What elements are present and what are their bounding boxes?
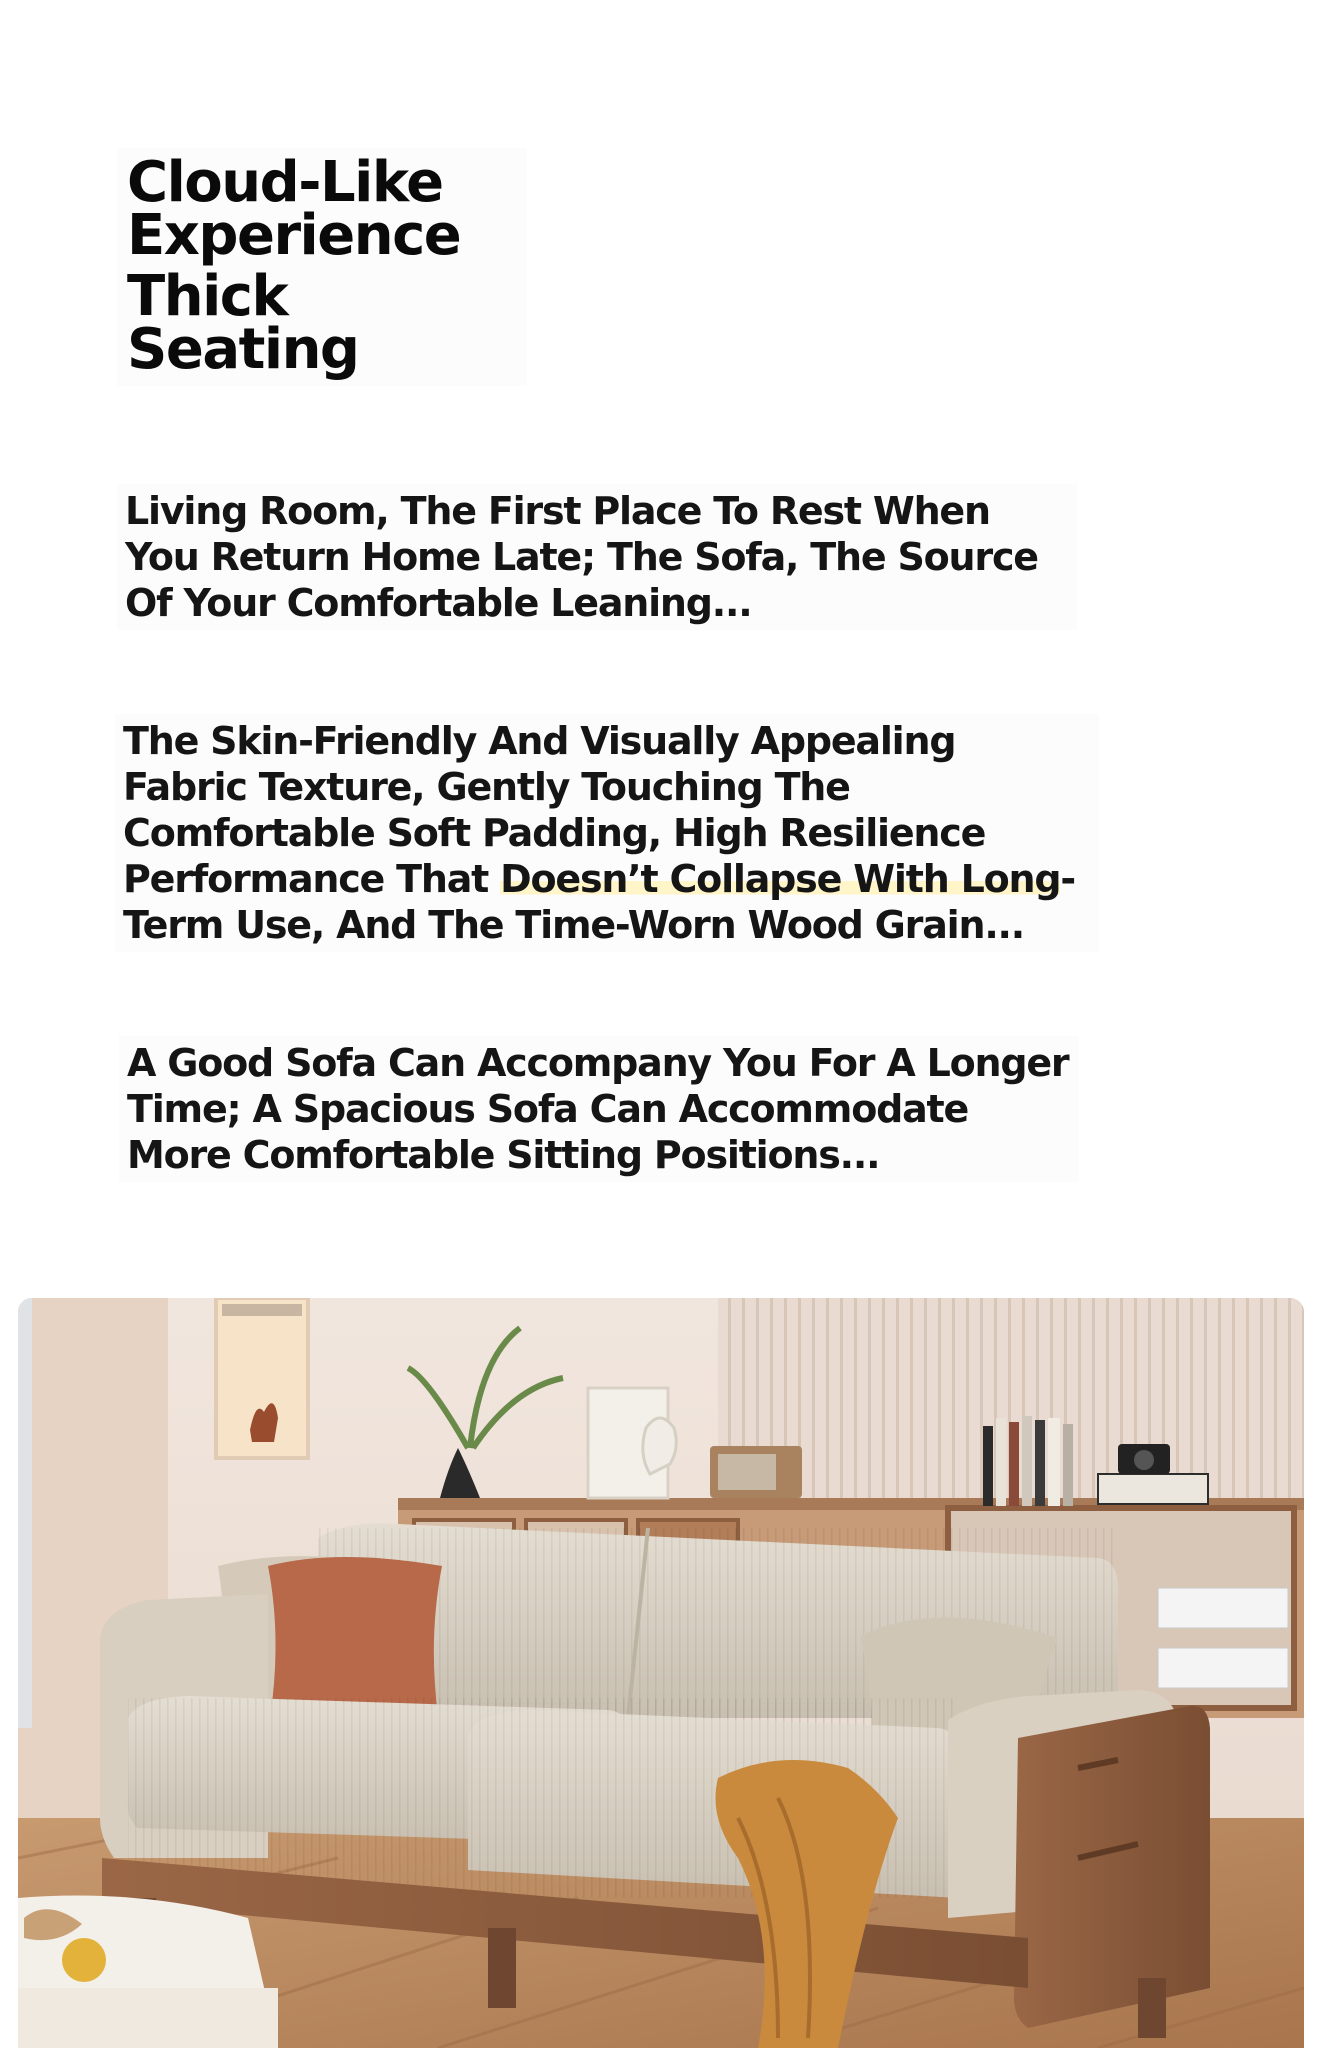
heading-line-4: Seating [127,317,359,382]
heading-line-1: Cloud-Like [127,150,443,215]
description-paragraph-2 [115,714,1099,952]
camera-lens [1134,1450,1154,1470]
description-paragraph-1: Living Room, The First Place To Rest When You Return Home Late; The Sofa, The Source Of Your Comfortable Leaning... [117,484,1077,630]
niche-books [222,1304,302,1316]
sofa-right-arm-wood [1014,1706,1210,2028]
description-paragraph-3: A Good Sofa Can Accompany You For A Longer Time; A Spacious Sofa Can Accommodate More Comfortable Sitting Positions... [119,1036,1079,1182]
book-row [983,1416,1073,1506]
paragraph-2-highlight: Doesn’t Collapse With Long [500,857,1061,901]
heading-line-3: Thick [127,264,288,329]
washing-machine-edge [18,1298,32,1728]
sofa-leg-middle [488,1928,516,2008]
sofa-leg-right [1138,1978,1166,2038]
paragraph-2-text-c: -Term Use, And The Time-Worn Wood Grain... [123,857,1075,947]
sofa-product-photo [18,1298,1304,2048]
heading-line-2: Experience [127,203,461,268]
speaker-grille [718,1454,776,1490]
lemon [62,1938,106,1982]
pillow-terracotta [268,1557,442,1721]
paragraph-2-text-a: The Skin-Friendly And Visually Appealing Fabric Texture, Gently Touching The Comfortable Soft Padding, High Resilience Performance That [123,719,986,901]
book-stack [1098,1474,1208,1504]
sofa-scene-illustration [18,1298,1304,2048]
rug [18,1988,278,2048]
section-heading [117,148,527,386]
